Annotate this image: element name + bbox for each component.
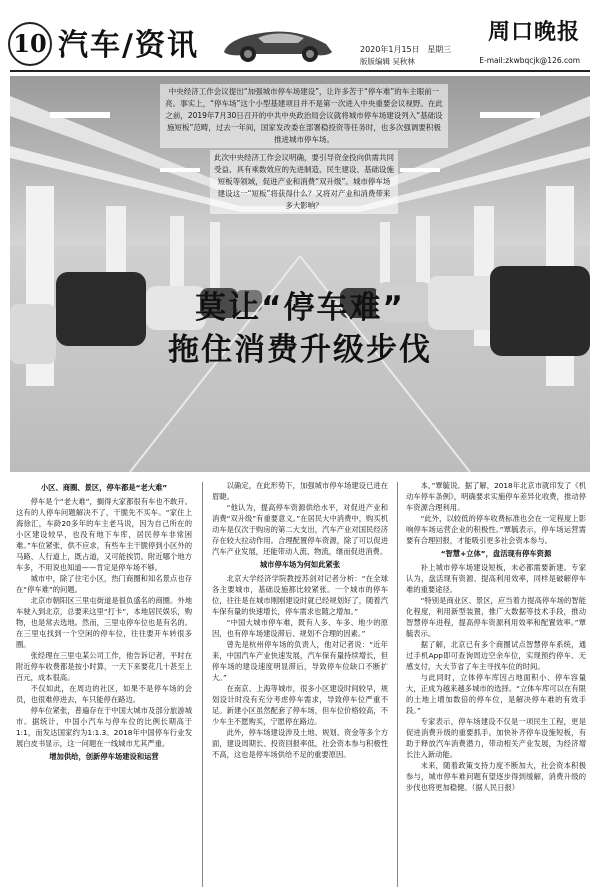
paragraph: 不仅如此，在周边的社区，如果不是停车场的会员，也很难停进去，车只能停在路边。 (16, 684, 192, 704)
subheading: 小区、商圈、景区，停车都是“老大难” (40, 483, 168, 492)
paragraph: “特别是商业区、景区，应当着力提高停车场的智能化程度，利用新型装置，推广大数据等技术手段，推动智慧停车进程，提高停车资源利用效率和配置效率。”覃毓表示。 (406, 596, 586, 638)
paragraph: 停车位紧张，普遍存在于中国大城市及部分旅游城市。据统计，中国小汽车与停车位的比例长期高于1:1，而发达国家约为1:1.3。2018年中国停车行业发展白皮书显示，这一问题在一线城市尤其严重。 (16, 706, 192, 748)
paragraph: 曾先是杭州停车场的负责人，他对记者说：“近年来，中国汽车产业快速发展，汽车保有量持续增长，但停车场的建设速度明显滞后，导致停车位缺口不断扩大。” (212, 640, 388, 682)
paragraph: “中国大城市停车难，既有人多、车多、地少的原因，也有停车场建设滞后、规划不合理的因素。” (212, 618, 388, 638)
masthead: 周口晚报 (487, 19, 580, 45)
paragraph: 北京市朝阳区三里屯街道是很负盛名的商圈。外地车驶入到北京，总要来这里“打卡”，本地居民娱乐，购物，也是常去选地。然而，三里屯停车位也是有名的。在三里屯找到一个空闲的停车位，往往要开车转很多圈。 (16, 596, 192, 649)
article-column-3 (406, 480, 586, 793)
paragraph: “此外，以较低的停车收费标准也会在一定程度上影响停车场运营企业的积极性。”覃毓表示，停车场运营需要有合理回报，才能吸引更多社会资本参与。 (406, 514, 586, 545)
paragraph: 与此同时，立体停车库因占地面积小、停车容量大，正成为越来越多城市的选择。“立体车库可以在有限的土地上增加数倍的停车位，是解决停车难的有效手段。” (406, 673, 586, 715)
sports-car-icon (218, 16, 338, 66)
date-line (360, 44, 456, 55)
subheading: “智慧+立体”，盘活现有停车资源 (440, 549, 552, 558)
paragraph: 补上城市停车场建设短板，未必都需要新建。专家认为，盘活现有资源、提高利用效率，同样是破解停车难的重要途径。 (406, 563, 586, 594)
subheading: 增加供给，创新停车场建设和运营 (49, 752, 159, 761)
paragraph: 专家表示，停车场建设不仅是一项民生工程，更是促进消费升级的重要抓手。加快补齐停车设施短板，有助于释放汽车消费潜力，带动相关产业发展，为经济增长注入新动能。 (406, 717, 586, 759)
email-address: E-mail:zkwbqcjk@126.com (479, 56, 580, 65)
headline-line-2: 拖住消费升级步伐 (168, 332, 432, 368)
article-column-1 (16, 480, 192, 765)
page-number: 10 (8, 22, 52, 66)
weekday: 星期三 (427, 45, 452, 54)
paragraph: 据了解，北京已有多个商圈试点智慧停车系统，通过手机App即可查询周边空余车位，实现预约停车、无感支付，大大节省了车主寻找车位的时间。 (406, 640, 586, 671)
paragraph: 停车是个“老大难”，搁得大家都很有车也不敢开。这有的人停车问题解决不了，干脆先不买车。“家住上海徐汇，车龄20多年的车主老马说，因为自己所在的小区建设较早，也没有地下车库，居民停车非常困难。”车位紧张，供不应求，有些车主干脆停到小区外的马路、人行道上，既占道，又可能挨罚。附近哪个地方车多，不用说也知道——肯定是停车场不够。 (16, 497, 192, 572)
column-divider (202, 482, 203, 887)
section-title: 汽车/资讯 (58, 28, 199, 63)
paragraph: 城市中，除了住宅小区，热门商圈和知名景点也存在“停车难”的问题。 (16, 574, 192, 594)
editor-line: 版版编辑 吴秋林 (360, 57, 415, 66)
paragraph: 未来，随着政策支持力度不断加大，社会资本积极参与，城市停车难问题有望逐步得到缓解，消费升级的步伐也将更加稳健。（据人民日报） (406, 761, 586, 792)
paragraph: 北京大学经济学院教授苏剑对记者分析：“在全球各主要城市，基础设施都比较紧张。一个城市的停车位，往往是在城市刚刚建设时就已经规划好了，随着汽车保有量的快速增长，停车需求也随之增加。” (212, 574, 388, 616)
hero-photo (10, 76, 590, 472)
subheading: 城市停车场为何如此紧张 (259, 560, 341, 569)
paragraph: 张经理在三里屯某公司工作，他告诉记者，平时在附近停车收费都是按小时算，一天下来要花几十甚至上百元，成本很高。 (16, 651, 192, 682)
lead-paragraph: 中央经济工作会议提出“加强城市停车场建设”，让许多苦于“停车难”的车主眼前一亮。事实上，“停车场”这个小型基建项目并不是第一次进入中央重要会议视野。在此之前，2019年7月30日召开的中共中央政治局会议就将城市停车场建设列入“基础设施短板”范畴，过去一年间，国家发改委在部署稳投资等任务时，也多次强调要积极推进城市停车场。 (160, 84, 448, 148)
lead-question: 此次中央经济工作会议明确，要引导资金投向供需共同受益、具有乘数效应的先进制造、民生建设、基础设施短板等领域，促进产业和消费“双升级”。城市停车场建设这一“短板”将获得什么？又将对产业和消费带来多大影响？ (210, 150, 398, 214)
paragraph: 本，”覃毓说。据了解，2018年北京市就印发了《机动车停车条例》，明确要求实施停车差异化收费，推动停车资源合理利用。 (406, 481, 586, 512)
date: 2020年1月15日 (360, 45, 420, 54)
header-divider (10, 70, 590, 72)
headline-line-1: 莫让“停车难” (195, 290, 405, 326)
paragraph: 以确定，在此形势下，加强城市停车场建设已进在眉睫。 (212, 481, 388, 501)
paragraph: 在南京、上海等城市，很多小区建设时间较早，规划设计时没有充分考虑停车需求，导致停车位严重不足。新建小区虽然配套了停车场，但车位价格较高，不少车主不愿购买，宁愿停在路边。 (212, 684, 388, 726)
article-column-2 (212, 480, 388, 760)
paragraph: “他认为，提高停车资源供给水平，对促进产业和消费“双升级”有重要意义。”在居民大中消费中，购买机动车是仅次于购房的第二大支出，汽车产业对国民经济存在较大拉动作用。合理配置停车资源，除了可以促进汽车产业发展，还能带动人流、物流，继而促进消费。 (212, 503, 388, 556)
page-header (0, 0, 600, 74)
paragraph: 此外，停车场建设涉及土地、规划、资金等多个方面，建设周期长、投资回报率低，社会资本参与积极性不高，这也是停车场供给不足的重要原因。 (212, 728, 388, 759)
column-divider (397, 482, 398, 887)
